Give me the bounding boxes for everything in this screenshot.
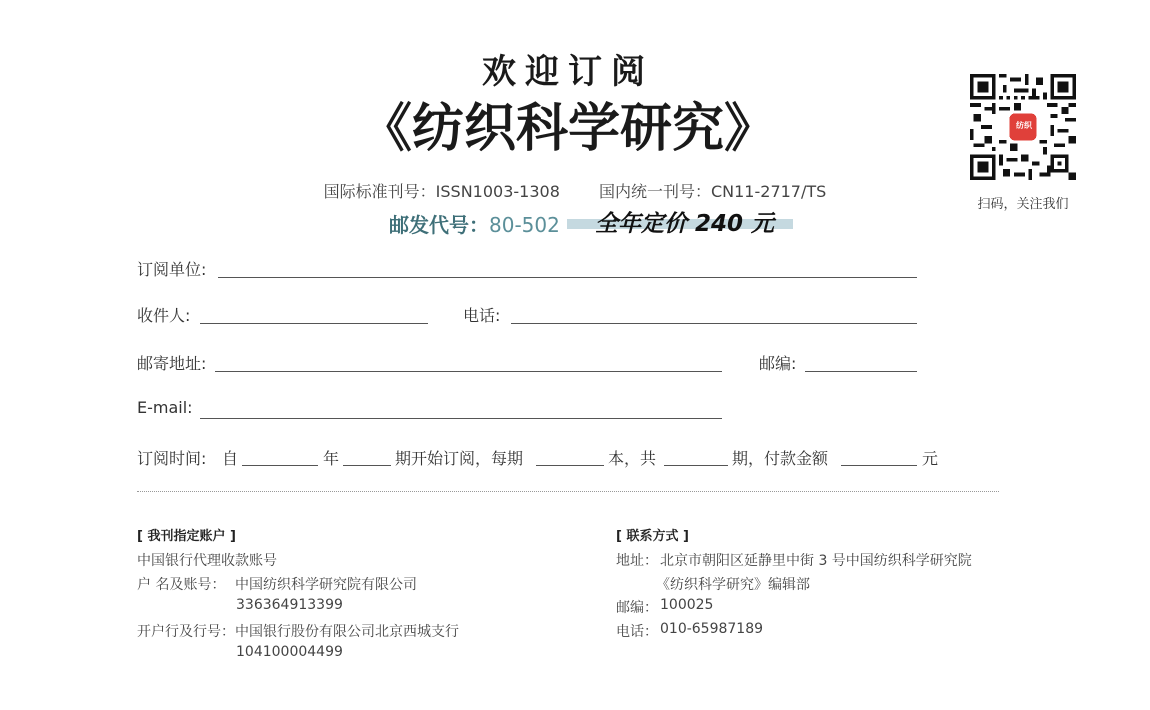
contact-zip-value: 100025 [660,597,714,613]
account-name-value: 中国纺织科学研究院有限公司 [235,577,417,593]
time-copies: 本，共 [608,449,657,468]
postal-label: 邮发代号： [389,213,489,237]
time-periods-total: 期，付款金额 [732,449,829,468]
account-name-label: 户 名及账号： [137,577,226,593]
contact-address-value: 北京市朝阳区延静里中街 3 号中国纺织科学研究院 [660,553,972,569]
email-field[interactable] [200,418,722,419]
qr-logo-text: 纺织 [1016,121,1032,130]
recipient-field[interactable] [200,323,428,324]
amount-field[interactable] [841,465,917,466]
contact-phone-label: 电话： [616,624,658,640]
time-year: 年 [323,449,340,468]
unit-field[interactable] [218,277,917,278]
issn-text: 国际标准刊号：ISSN1003-1308 [323,182,560,201]
journal-title: 《纺织科学研究》 [359,99,776,159]
start-year-field[interactable] [242,465,318,466]
address-label: 邮寄地址: [137,354,207,373]
address-field[interactable] [215,371,722,372]
zip-field[interactable] [805,371,917,372]
contact-address-label: 地址： [616,553,658,569]
account-number: 336364913399 [236,597,343,613]
contact-phone-value: 010-65987189 [660,621,764,637]
postal-code [389,209,560,238]
unit-label: 订阅单位: [137,260,207,279]
copies-field[interactable] [536,465,604,466]
start-issue-field[interactable] [343,465,391,466]
recipient-label: 收件人: [137,306,191,325]
cn-text: 国内统一刊号：CN11-2717/TS [598,182,827,201]
account-title: [ 我刊指定账户 ] [137,529,236,544]
contact-address-line2: 《纺织科学研究》编辑部 [656,577,810,593]
contact-zip-label: 邮编： [616,600,658,616]
account-bank-label: 开户行及行号： [137,624,235,640]
time-label: 订阅时间: [137,449,207,468]
email-label: E-mail: [137,398,193,417]
contact-title: [ 联系方式 ] [616,529,689,544]
section-divider [137,491,999,492]
phone-label: 电话: [463,306,501,325]
phone-field[interactable] [511,323,917,324]
time-currency: 元 [922,449,939,468]
account-bank-code: 104100004499 [236,644,343,660]
account-bank-value: 中国银行股份有限公司北京西城支行 [235,624,459,640]
qr-caption: 扫码，关注我们 [977,197,1069,212]
welcome-heading: 欢迎订阅 [482,52,654,92]
time-period-start: 期开始订阅，每期 [395,449,524,468]
time-from: 自 [222,449,239,468]
account-line1: 中国银行代理收款账号 [137,553,277,569]
annual-price: 全年定价 240 元 [595,211,775,237]
zip-label: 邮编: [759,354,797,373]
postal-value: 80-502 [489,213,560,237]
issues-total-field[interactable] [664,465,728,466]
